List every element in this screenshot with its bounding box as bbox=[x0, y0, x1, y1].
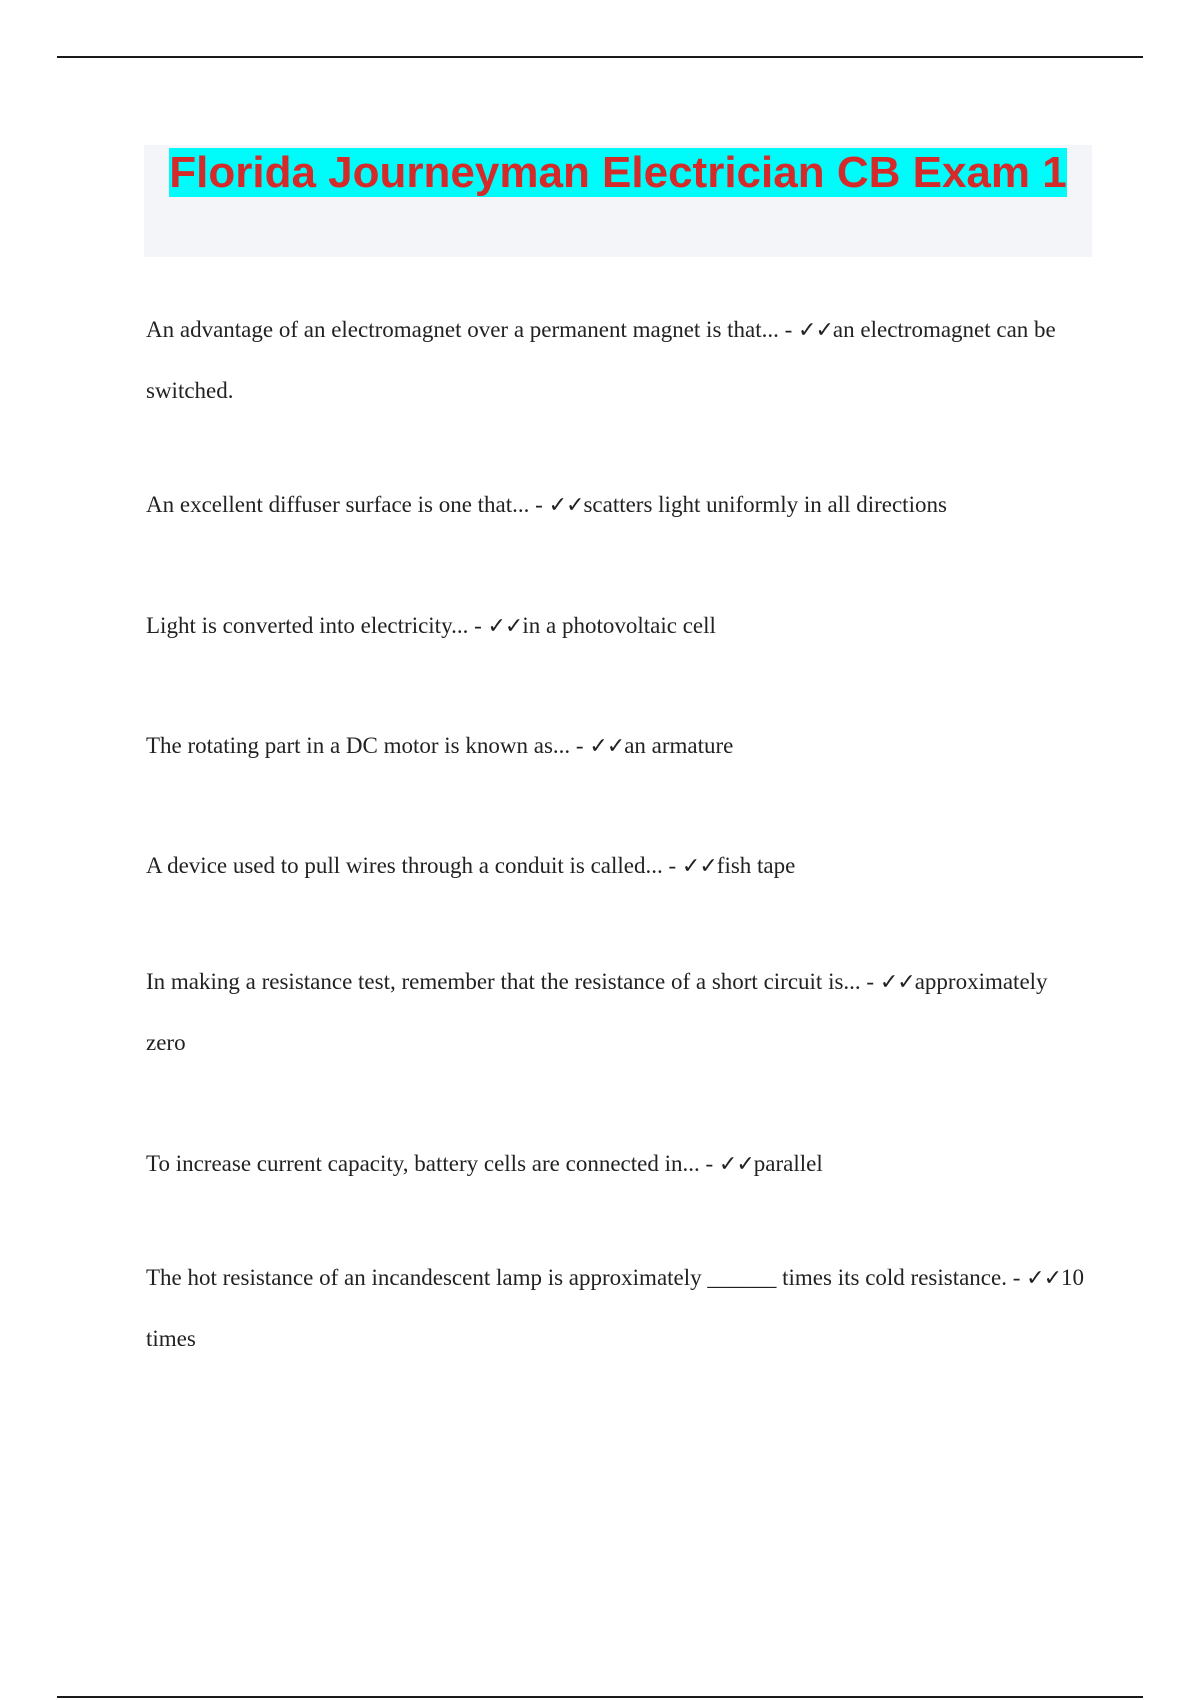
answer-text: an armature bbox=[624, 733, 734, 758]
answer-text: 10 times bbox=[146, 1265, 1085, 1351]
double-check-icon: ✓✓ bbox=[589, 734, 625, 759]
qa-item bbox=[146, 836, 1086, 897]
question-text: The hot resistance of an incandescent lamp is approximately ______ times its cold resistance. - bbox=[146, 1265, 1027, 1290]
qa-item bbox=[146, 1248, 1086, 1369]
double-check-icon: ✓✓ bbox=[487, 614, 523, 639]
qa-item bbox=[146, 716, 1086, 777]
answer-text: fish tape bbox=[716, 853, 796, 878]
question-text: The rotating part in a DC motor is known as... - bbox=[146, 733, 590, 758]
double-check-icon: ✓✓ bbox=[1026, 1266, 1062, 1291]
question-text: To increase current capacity, battery cells are connected in... - bbox=[146, 1151, 719, 1176]
qa-item bbox=[146, 300, 1086, 421]
double-check-icon: ✓✓ bbox=[798, 318, 833, 343]
top-rule bbox=[57, 56, 1143, 58]
answer-text: approximately zero bbox=[146, 969, 1048, 1055]
bottom-rule bbox=[57, 1696, 1143, 1698]
double-check-icon: ✓✓ bbox=[548, 493, 584, 518]
answer-text: parallel bbox=[753, 1151, 823, 1176]
question-text: An excellent diffuser surface is one that... - bbox=[146, 492, 549, 517]
title-banner bbox=[144, 145, 1092, 257]
qa-item bbox=[146, 475, 1086, 536]
double-check-icon: ✓✓ bbox=[879, 970, 915, 995]
answer-text: an electromagnet can be switched. bbox=[146, 317, 1056, 403]
question-text: An advantage of an electromagnet over a permanent magnet is that... - bbox=[146, 317, 799, 342]
question-text: In making a resistance test, remember that the resistance of a short circuit is... - bbox=[146, 969, 880, 994]
qa-item bbox=[146, 952, 1086, 1073]
qa-item bbox=[146, 596, 1086, 657]
document-title: Florida Journeyman Electrician CB Exam 1 bbox=[169, 148, 1067, 197]
question-text: Light is converted into electricity... - bbox=[146, 613, 488, 638]
double-check-icon: ✓✓ bbox=[718, 1152, 754, 1177]
qa-item bbox=[146, 1134, 1086, 1195]
question-text: A device used to pull wires through a conduit is called... - bbox=[146, 853, 682, 878]
answer-text: in a photovoltaic cell bbox=[522, 613, 716, 638]
double-check-icon: ✓✓ bbox=[681, 854, 717, 879]
answer-text: scatters light uniformly in all directions bbox=[583, 492, 947, 517]
